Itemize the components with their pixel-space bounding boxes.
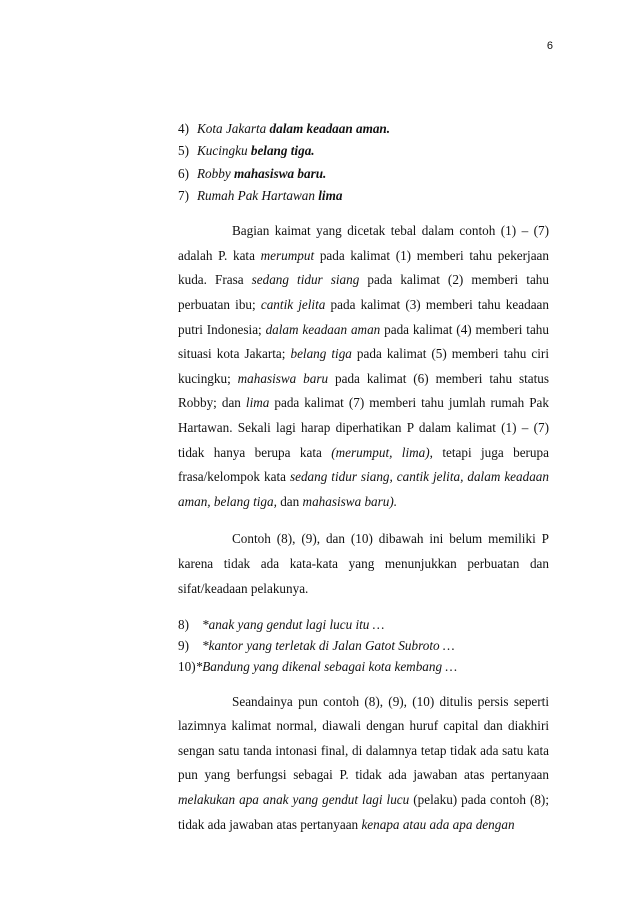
item-text: *Bandung yang dikenal sebagai kota kembang … — [195, 659, 458, 675]
paragraph-3: Seandainya pun contoh (8), (9), (10) ditulis persis seperti lazimnya kalimat normal, diawali dengan huruf capital dan diakhiri sengan satu tanda intonasi final, di dalamnya tetap tidak ada satu kata pun yang berfungsi sebagai P. tidak ada jawaban atas pertanyaan melakukan apa anak yang gendut lagi lucu (pelaku) pada contoh (8); tidak ada jawaban atas pertanyaan kenapa atau ada apa dengan — [178, 693, 549, 832]
list-item — [178, 614, 549, 635]
page-body — [178, 118, 549, 837]
paragraph-1: Bagian kaimat yang dicetak tebal dalam contoh (1) – (7) adalah P. kata merumput pada kalimat (1) memberi tahu pekerjaan kuda. Frasa sedang tidur siang pada kalimat (2) memberi tahu perbuatan ibu; cantik jelita pada kalimat (3) memberi tahu keadaan putri Indonesia; dalam keadaan aman pada kalimat (4) memberi tahu situasi kota Jakarta; belang tiga pada kalimat (5) memberi tahu ciri kucingku; mahasiswa baru pada kalimat (6) memberi tahu status Robby; dan lima pada kalimat (7) memberi tahu jumlah rumah Pak Hartawan. Sekali lagi harap diperhatikan P dalam kalimat (1) – (7) tidak hanya berupa kata (merumput, lima), tetapi juga berupa frasa/kelompok kata sedang tidur siang, cantik jelita, dalam keadaan aman, belang tiga, dan mahasiswa baru). — [178, 223, 549, 509]
list-item — [178, 185, 549, 207]
item-text: *anak yang gendut lagi lucu itu … — [202, 617, 385, 633]
list-item — [178, 140, 549, 162]
list-item — [178, 118, 549, 140]
example-list-b — [178, 614, 549, 678]
item-number: 9) — [178, 638, 189, 654]
item-subject: Rumah Pak Hartawan — [197, 187, 315, 203]
item-subject: Kota Jakarta — [197, 121, 267, 136]
item-number: 5) — [178, 143, 189, 159]
item-number: 10) — [178, 659, 196, 675]
item-predicate: belang tiga. — [250, 143, 315, 159]
item-number: 7) — [178, 187, 189, 203]
list-item — [178, 656, 549, 677]
page-number: 6 — [546, 40, 553, 52]
paragraph-2: Contoh (8), (9), dan (10) dibawah ini belum memiliki P karena tidak ada kata-kata yang menunjukkan perbuatan dan sifat/keadaan pelakunya. — [178, 531, 549, 596]
item-number: 6) — [178, 165, 189, 181]
item-subject: Robby — [197, 165, 231, 181]
item-predicate: dalam keadaan aman. — [269, 121, 391, 136]
list-item — [178, 163, 549, 185]
item-text: *kantor yang terletak di Jalan Gatot Subroto … — [202, 638, 455, 654]
item-predicate: lima — [318, 187, 343, 203]
list-item — [178, 635, 549, 656]
example-list-a — [178, 118, 549, 207]
item-number: 8) — [178, 617, 189, 633]
item-predicate: mahasiswa baru. — [234, 165, 327, 181]
item-subject: Kucingku — [197, 143, 248, 159]
item-number: 4) — [178, 121, 189, 136]
